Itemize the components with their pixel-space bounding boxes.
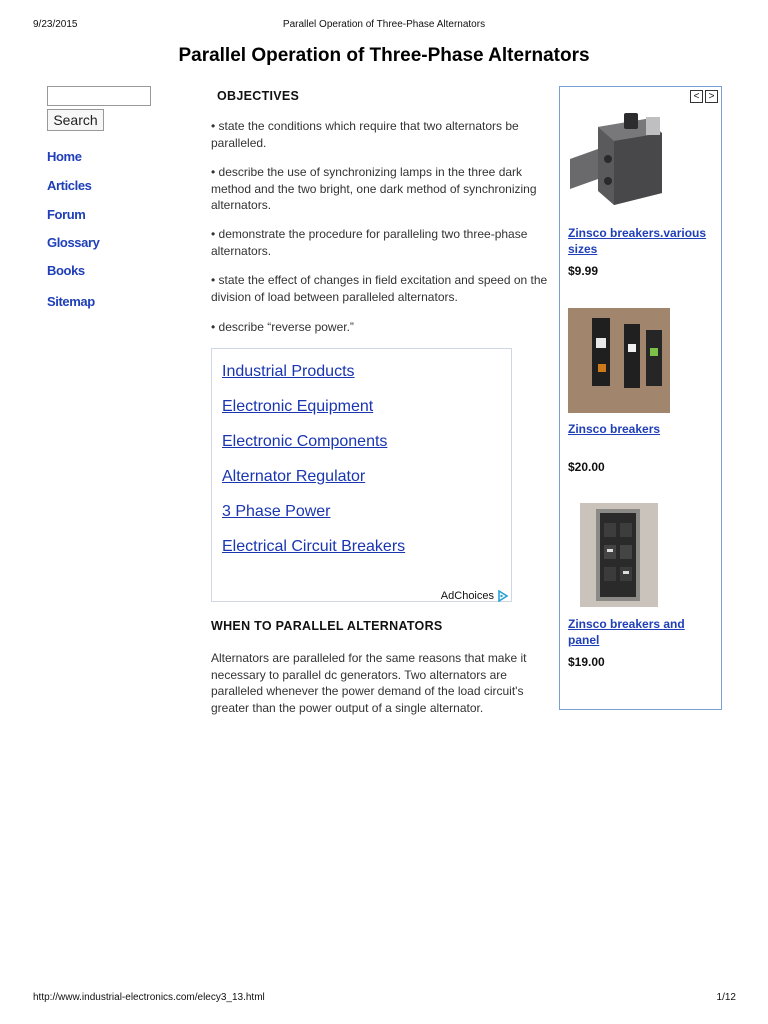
- product-name-link[interactable]: Zinsco breakers: [568, 422, 661, 436]
- objective-item: • state the conditions which require that two alternators be paralleled.: [211, 119, 519, 150]
- objective-item: • describe the use of synchronizing lamps in the three dark method and the two bright, one dark method of synchronizing alternators.: [211, 165, 537, 212]
- nav-link-glossary[interactable]: Glossary: [47, 235, 100, 250]
- print-page-number: 1/12: [716, 992, 736, 1003]
- product-image-breaker[interactable]: [568, 109, 668, 215]
- ad-link-3-phase-power[interactable]: 3 Phase Power: [222, 503, 331, 520]
- ad-link-alternator-regulator[interactable]: Alternator Regulator: [222, 468, 366, 485]
- ad-link-electronic-equipment[interactable]: Electronic Equipment: [222, 398, 374, 415]
- nav-link-books[interactable]: Books: [47, 263, 85, 278]
- product-price: $9.99: [568, 264, 599, 278]
- page-title: Parallel Operation of Three-Phase Alternators: [178, 45, 590, 66]
- nav-item-home[interactable]: [47, 149, 82, 164]
- nav-item-sitemap[interactable]: [47, 294, 95, 309]
- objectives-heading: OBJECTIVES: [217, 89, 300, 103]
- search-input[interactable]: [47, 86, 151, 106]
- ad-link-industrial-products[interactable]: Industrial Products: [222, 363, 355, 380]
- search-button[interactable]: Search: [47, 109, 104, 131]
- product-price: $19.00: [568, 655, 605, 669]
- product-image-breakers[interactable]: [568, 308, 670, 413]
- next-arrow-button[interactable]: >: [705, 90, 718, 103]
- section-heading: WHEN TO PARALLEL ALTERNATORS: [211, 619, 443, 633]
- print-date: 9/23/2015: [33, 19, 78, 30]
- adchoices-icon: [497, 590, 509, 602]
- product-image-panel[interactable]: [580, 503, 658, 607]
- objective-item: • state the effect of changes in field excitation and speed on the division of load between paralleled alternators.: [211, 273, 548, 304]
- nav-link-sitemap[interactable]: Sitemap: [47, 294, 95, 309]
- nav-item-glossary[interactable]: [47, 235, 99, 250]
- print-title: Parallel Operation of Three-Phase Alternators: [282, 19, 486, 30]
- product-name-link[interactable]: Zinsco breakers and panel: [568, 617, 685, 647]
- nav-link-forum[interactable]: Forum: [47, 207, 86, 222]
- section-text: Alternators are paralleled for the same reasons that make it necessary to parallel dc generators. Two alternators are paralleled whenever the power demand of the load circuit's greater than the power output of a single alternator.: [211, 651, 527, 715]
- product-name-link[interactable]: Zinsco breakers.various sizes: [568, 226, 707, 256]
- ad-link-electrical-circuit-breakers[interactable]: Electrical Circuit Breakers: [222, 538, 406, 555]
- adchoices[interactable]: [441, 590, 509, 602]
- ad-links-box: [211, 348, 512, 602]
- print-url: http://www.industrial-electronics.com/elecy3_13.html: [33, 992, 265, 1003]
- ad-link-electronic-components[interactable]: Electronic Components: [222, 433, 388, 450]
- objective-item: • demonstrate the procedure for paralleling two three-phase alternators.: [211, 227, 528, 258]
- product-price: $20.00: [568, 460, 605, 474]
- nav-link-articles[interactable]: Articles: [47, 178, 92, 193]
- adchoices-label: AdChoices: [440, 590, 494, 602]
- prev-arrow-button[interactable]: <: [690, 90, 703, 103]
- nav-item-forum[interactable]: [47, 207, 85, 222]
- nav-link-home[interactable]: Home: [47, 149, 82, 164]
- nav-item-books[interactable]: [47, 263, 85, 278]
- product-ad-panel: [559, 86, 722, 710]
- nav-item-articles[interactable]: [47, 178, 92, 193]
- objective-item: • describe “reverse power.”: [211, 320, 354, 334]
- ad-carousel-controls: [690, 90, 718, 103]
